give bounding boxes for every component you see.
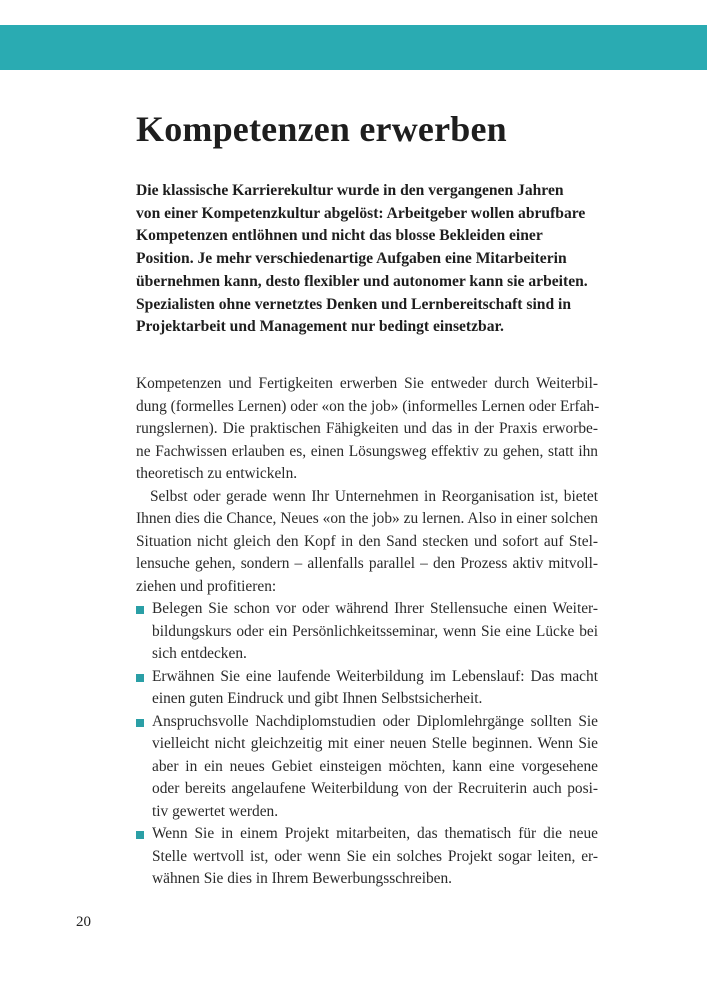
text-line: oder bereits angelaufene Weiterbildung von der Recruiterin auch posi- <box>152 780 598 797</box>
text-line: sich entdecken. <box>152 645 247 662</box>
square-bullet-icon <box>136 719 144 727</box>
text-line: ziehen und profitieren: <box>136 577 277 595</box>
text-line: tiv gewertet werden. <box>152 802 279 820</box>
text-line: Anspruchsvolle Nachdiplomstudien oder Diplomlehrgänge sollten Sie <box>152 712 598 730</box>
text-line: einen guten Eindruck und gibt Ihnen Selbstsicherheit. <box>152 690 483 707</box>
lead-line: übernehmen kann, desto flexibler und autonomer kann sie arbeiten. <box>136 272 588 290</box>
square-bullet-icon <box>136 674 144 682</box>
text-line: Ihnen dies die Chance, Neues «on the job» zu lernen. Also in einer solchen <box>136 510 598 527</box>
page-number: 20 <box>76 914 91 930</box>
lead-paragraph <box>136 180 596 339</box>
text-line: aber in ein neues Gebiet einsteigen möchten, kann eine vorgesehene <box>152 757 598 775</box>
text-line: wähnen Sie dies in Ihrem Bewerbungsschreiben. <box>152 870 453 887</box>
text-line: Belegen Sie schon vor oder während Ihrer Stellensuche einen Weiter- <box>152 600 598 617</box>
text-line: rungslernen). Die praktischen Fähigkeiten und das in der Praxis erworbe- <box>136 420 598 437</box>
text-line: Stelle wertvoll ist, oder wenn Sie ein solches Projekt sogar leiten, er- <box>152 847 598 865</box>
list-item <box>136 823 598 891</box>
square-bullet-icon <box>136 831 144 839</box>
text-line: ne Fachwissen erlauben es, einen Lösungsweg effektiv zu gehen, statt ihn <box>136 442 598 460</box>
text-line: Situation nicht gleich den Kopf in den Sand stecken und sofort auf Stel- <box>136 532 598 550</box>
text-line: theoretisch zu entwickeln. <box>136 465 298 482</box>
header-color-band <box>0 25 707 70</box>
lead-line: Spezialisten ohne vernetztes Denken und Lernbereitschaft sind in <box>136 295 572 313</box>
text-line: lensuche gehen, sondern – allenfalls parallel – den Prozess aktiv mitvoll- <box>136 555 598 572</box>
lead-line: Kompetenzen entlöhnen und nicht das blosse Bekleiden einer <box>136 227 543 245</box>
list-item <box>136 711 598 824</box>
text-line: Selbst oder gerade wenn Ihr Unternehmen in Reorganisation ist, bietet <box>150 487 598 505</box>
page-title: Kompetenzen erwerben <box>136 109 507 149</box>
lead-line: von einer Kompetenzkultur abgelöst: Arbeitgeber wollen abrufbare <box>136 204 586 222</box>
bullet-list <box>136 598 598 891</box>
lead-line: Projektarbeit und Management nur bedingt einsetzbar. <box>136 318 504 336</box>
text-line: bildungskurs oder ein Persönlichkeitsseminar, wenn Sie eine Lücke bei <box>152 622 598 640</box>
lead-line: Position. Je mehr verschiedenartige Aufgaben eine Mitarbeiterin <box>136 250 567 268</box>
body-text <box>136 373 598 891</box>
text-line: vielleicht nicht gleichzeitig mit einer neuen Stelle beginnen. Wenn Sie <box>152 735 598 752</box>
lead-line: Die klassische Karrierekultur wurde in den vergangenen Jahren <box>136 182 564 199</box>
paragraph-1 <box>136 373 598 486</box>
paragraph-2 <box>136 486 598 599</box>
text-line: dung (formelles Lernen) oder «on the job» (informelles Lernen oder Erfah- <box>136 397 600 415</box>
text-line: Wenn Sie in einem Projekt mitarbeiten, das thematisch für die neue <box>152 825 598 842</box>
square-bullet-icon <box>136 606 144 614</box>
text-line: Erwähnen Sie eine laufende Weiterbildung im Lebenslauf: Das macht <box>152 667 598 685</box>
text-line: Kompetenzen und Fertigkeiten erwerben Sie entweder durch Weiterbil- <box>136 375 598 392</box>
list-item <box>136 666 598 711</box>
list-item <box>136 598 598 666</box>
